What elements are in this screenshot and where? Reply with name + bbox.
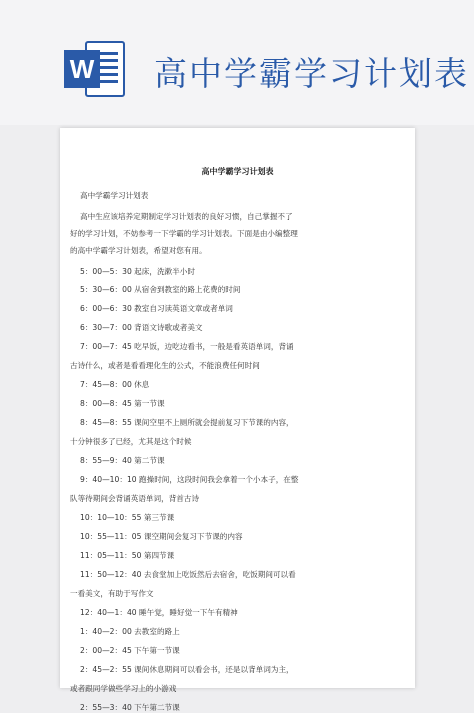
schedule-line: 1：40—2：00 去教室的路上 [80,627,180,636]
paragraph-line: 的高中学霸学习计划表，希望对您有用。 [70,246,207,255]
schedule-line: 2：00—2：45 下午第一节课 [80,646,180,655]
paragraph-line: 好的学习计划，不妨参考一下学霸的学习计划表。下面是由小编整理 [70,229,298,238]
word-icon-letter: W [69,54,95,84]
schedule-line: 11：05—11：50 第四节课 [80,551,175,560]
schedule-line: 5：30—6：00 从宿舍到教室的路上花费的时间 [80,285,241,294]
schedule-line: 7：00—7：45 吃早饭，边吃边看书，一般是看英语单词，背诵 [80,342,294,351]
schedule-line: 6：30—7：00 背语文诗歌或者美文 [80,323,203,332]
schedule-line: 10：10—10：55 第三节课 [80,513,175,522]
document-title: 高中学霸学习计划表 [201,167,274,176]
schedule-line: 5：00—5：30 起床，洗漱半小时 [80,267,195,276]
schedule-line: 8：45—8：55 课间空里不上厕所就会提前复习下节课的内容， [80,418,294,427]
schedule-line: 10：55—11：05 课空期间会复习下节课的内容 [80,532,243,541]
schedule-line: 12：40—1：40 睡午觉，睡好觉一下午有精神 [80,608,238,617]
page-title: 高中学霸学习计划表 [154,54,469,93]
paragraph-line: 高中生应该培养定期制定学习计划表的良好习惯，自己掌握不了 [80,212,293,221]
schedule-line: 2：55—3：40 下午第二节课 [80,703,180,712]
page-header [0,0,474,125]
schedule-line: 2：45—2：55 课间休息期间可以看会书，还是以背单词为主， [80,665,294,674]
schedule-line: 一看美文，有助于写作文 [70,589,154,598]
schedule-line: 9：40—10：10 跑操时间，这段时间我会拿着一个小本子，在整 [80,475,299,484]
schedule-line: 古诗什么，或者是看看理化生的公式，不能浪费任何时间 [70,361,260,370]
schedule-line: 队等待期间会背诵英语单词，背首古诗 [70,494,200,503]
section-heading: 高中学霸学习计划表 [80,191,149,200]
schedule-line: 或者跟同学做些学习上的小游戏 [70,684,177,693]
word-document-icon [64,40,126,98]
schedule-line: 7：45—8：00 休息 [80,380,150,389]
schedule-line: 11：50—12：40 去食堂加上吃饭然后去宿舍，吃饭期间可以看 [80,570,296,579]
schedule-line: 8：00—8：45 第一节课 [80,399,165,408]
schedule-line: 6：00—6：30 教室自习读英语文章或者单词 [80,304,233,313]
schedule-line: 8：55—9：40 第二节课 [80,456,165,465]
schedule-line: 十分钟很多了已经，尤其是这个时候 [70,437,192,446]
